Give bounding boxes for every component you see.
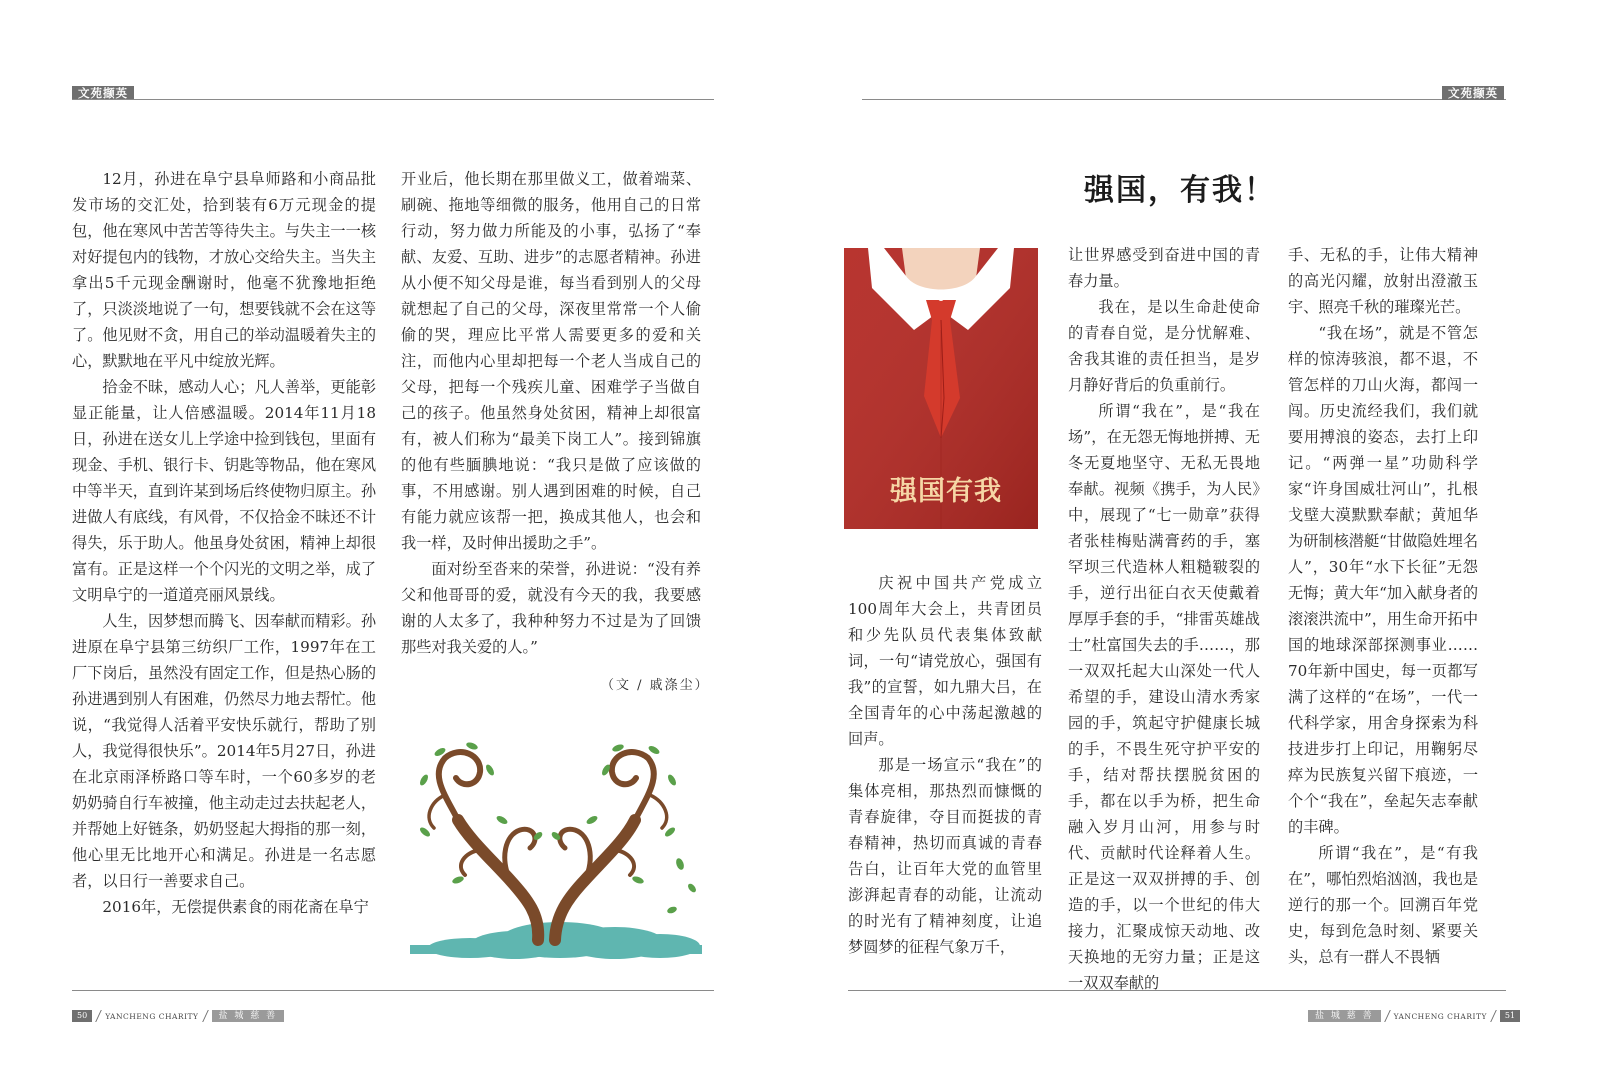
- right-header-rule: [862, 99, 1506, 100]
- right-column-3: [1288, 242, 1479, 966]
- right-column-2: [1068, 242, 1260, 992]
- author-byline: （文 / 戚涤尘）: [601, 678, 710, 693]
- paragraph: 开业后，他长期在那里做义工，做着端菜、刷碗、拖地等细微的服务，他用自己的日常行动，努力做力所能及的小事，弘扬了“奉献、友爱、互助、进步”的志愿者精神。孙进从小便不知父母是谁，每当看到别人的父母就想起了自己的父母，深夜里常常一个人偷偷的哭，理应比平常人需要更多的爱和关注，而他内心里却把每一个老人当成自己的父母，把每一个残疾儿童、困难学子当做自己的孩子。他虽然身处贫困，精神上却很富有，被人们称为“最美下岗工人”。接到锦旗的他有些腼腆地说：“我只是做了应该做的事，不用感谢。别人遇到困难的时候，自己有能力就应该帮一把，换成其他人，也会和我一样，及时伸出援助之手”。: [401, 170, 701, 552]
- right-footer-chinese: 盐 城 慈 善: [1308, 1010, 1381, 1022]
- right-header-tag: 文苑撷英: [1442, 86, 1504, 100]
- paragraph: 2016年，无偿提供素食的雨花斋在阜宁: [102, 898, 369, 916]
- left-header-rule: [72, 99, 714, 100]
- right-page-number: 51: [1500, 1010, 1520, 1022]
- footer-divider: [202, 1010, 209, 1022]
- heart-tree-illustration: [410, 740, 702, 954]
- paragraph: 人生，因梦想而腾飞、因奉献而精彩。孙进原在阜宁县第三纺织厂工作，1997年在工厂下岗后，虽然没有固定工作，但是热心肠的孙进遇到别人有困难，仍然尽力地去帮忙。他说，“我觉得人活着平安快乐就行，帮助了别人，我觉得很快乐”。2014年5月27日，孙进在北京雨泽桥路口等车时，一个60多岁的老奶奶骑自行车被撞，他主动走过去扶起老人，并帮她上好链条，奶奶竖起大拇指的那一刻，他心里无比地开心和满足。孙进是一名志愿者，以日行一善要求自己。: [72, 612, 376, 890]
- right-footer-english: YANCHENG CHARITY: [1393, 1011, 1487, 1021]
- paragraph: 拾金不昧，感动人心；凡人善举，更能彰显正能量，让人倍感温暖。2014年11月18日，孙进在送女儿上学途中捡到钱包，里面有现金、手机、银行卡、钥匙等物品，他在寒风中等半天，直到许某到场后终使物归原主。孙进做人有底线，有风骨，不仅拾金不昧还不计得失，乐于助人。他虽身处贫困，精神上却很富有。正是这样一个个闪光的文明之举，成了文明阜宁的一道道亮丽风景线。: [72, 378, 376, 604]
- left-footer-english: YANCHENG CHARITY: [105, 1011, 199, 1021]
- paragraph: 我在，是以生命赴使命的青春自觉，是分忧解难、舍我其谁的责任担当，是岁月静好背后的负重前行。: [1068, 298, 1260, 394]
- article-title: 强国，有我！: [1084, 173, 1276, 208]
- paragraph: 面对纷至沓来的荣誉，孙进说：“没有养父和他哥哥的爱，就没有今天的我，我要感谢的人太多了，我种种努力不过是为了回馈那些对我关爱的人。”: [401, 560, 701, 656]
- left-column-2: [401, 166, 701, 666]
- paragraph: 让世界感受到奋进中国的青春力量。: [1068, 246, 1260, 290]
- left-header-tag: 文苑撷英: [72, 86, 134, 100]
- paragraph: 所谓“我在”，是“有我在”，哪怕烈焰汹汹，我也是逆行的那一个。回溯百年党史，每到危急时刻、紧要关头，总有一群人不畏牺: [1288, 844, 1479, 966]
- paragraph: 手、无私的手，让伟大精神的高光闪耀，放射出澄澈玉宇、照亮千秋的璀璨光芒。: [1288, 246, 1478, 316]
- footer-divider: [1384, 1010, 1391, 1022]
- red-scarf-poster: [844, 248, 1038, 529]
- left-page-number: 50: [72, 1010, 92, 1022]
- paragraph: 庆祝中国共产党成立100周年大会上，共青团员和少先队员代表集体致献词，一句“请党放心，强国有我”的宣誓，如九鼎大吕，在全国青年的心中荡起激越的回声。: [848, 574, 1042, 748]
- left-footer-chinese: 盐 城 慈 善: [212, 1010, 285, 1022]
- left-footer-rule: [72, 990, 714, 991]
- paragraph: 12月，孙进在阜宁县阜师路和小商品批发市场的交汇处，拾到装有6万元现金的提包，他在寒风中苦苦等待失主。与失主一一核对好提包内的钱物，才放心交给失主。当失主拿出5千元现金酬谢时，他毫不犹豫地拒绝了，只淡淡地说了一句，想要钱就不会在这等了。他见财不贪，用自己的举动温暖着失主的心，默默地在平凡中绽放光辉。: [72, 170, 376, 370]
- left-footer: [72, 1010, 284, 1022]
- paragraph: 那是一场宣示“我在”的集体亮相，那热烈而慷慨的青春旋律，夺目而挺拔的青春精神，热切而真诚的青春告白，让百年大党的血管里澎湃起青春的动能，让流动的时光有了精神刻度，让追梦圆梦的征程气象万千，: [848, 756, 1042, 956]
- left-column-1: [72, 166, 376, 926]
- right-column-1: [848, 570, 1042, 956]
- poster-lettering: 强国有我: [890, 476, 1002, 507]
- tree-trunk: [429, 752, 667, 940]
- paragraph: 所谓“我在”，是“我在场”，在无怨无悔地拼搏、无冬无夏地坚守、无私无畏地奉献。视频《携手，为人民》中，展现了“七一勋章”获得者张桂梅贴满膏药的手，塞罕坝三代造林人粗糙皲裂的手，逆行出征白衣天使戴着厚厚手套的手，“排雷英雄战士”杜富国失去的手……，那一双双托起大山深处一代人希望的手，建设山清水秀家园的手，筑起守护健康长城的手，不畏生死守护平安的手，结对帮扶摆脱贫困的手，都在以手为桥，把生命融入岁月山河，用参与时代、贡献时代诠释着人生。正是这一双双拼搏的手、创造的手，以一个世纪的伟大接力，汇聚成惊天动地、改天换地的无穷力量；正是这一双双奉献的: [1068, 402, 1260, 992]
- footer-divider: [1490, 1010, 1497, 1022]
- footer-divider: [95, 1010, 102, 1022]
- right-footer-rule: [848, 990, 1506, 991]
- paragraph: “我在场”，就是不管怎样的惊涛骇浪，都不退，不管怎样的刀山火海，都闯一闯。历史流经我们，我们就要用搏浪的姿态，去打上印记。“两弹一星”功勋科学家“许身国威壮河山”，扎根戈壁大漠默默奉献；黄旭华为研制核潜艇“甘做隐姓埋名人”，30年“水下长征”无怨无悔；黄大年“加入献身者的滚滚洪流中”，用生命开拓中国的地球深部探测事业……70年新中国史，每一页都写满了这样的“在场”，一代一代科学家，用舍身探索为科技进步打上印记，用鞠躬尽瘁为民族复兴留下痕迹，一个个“我在”，垒起矢志奉献的丰碑。: [1288, 324, 1479, 836]
- right-footer: [1308, 1010, 1520, 1022]
